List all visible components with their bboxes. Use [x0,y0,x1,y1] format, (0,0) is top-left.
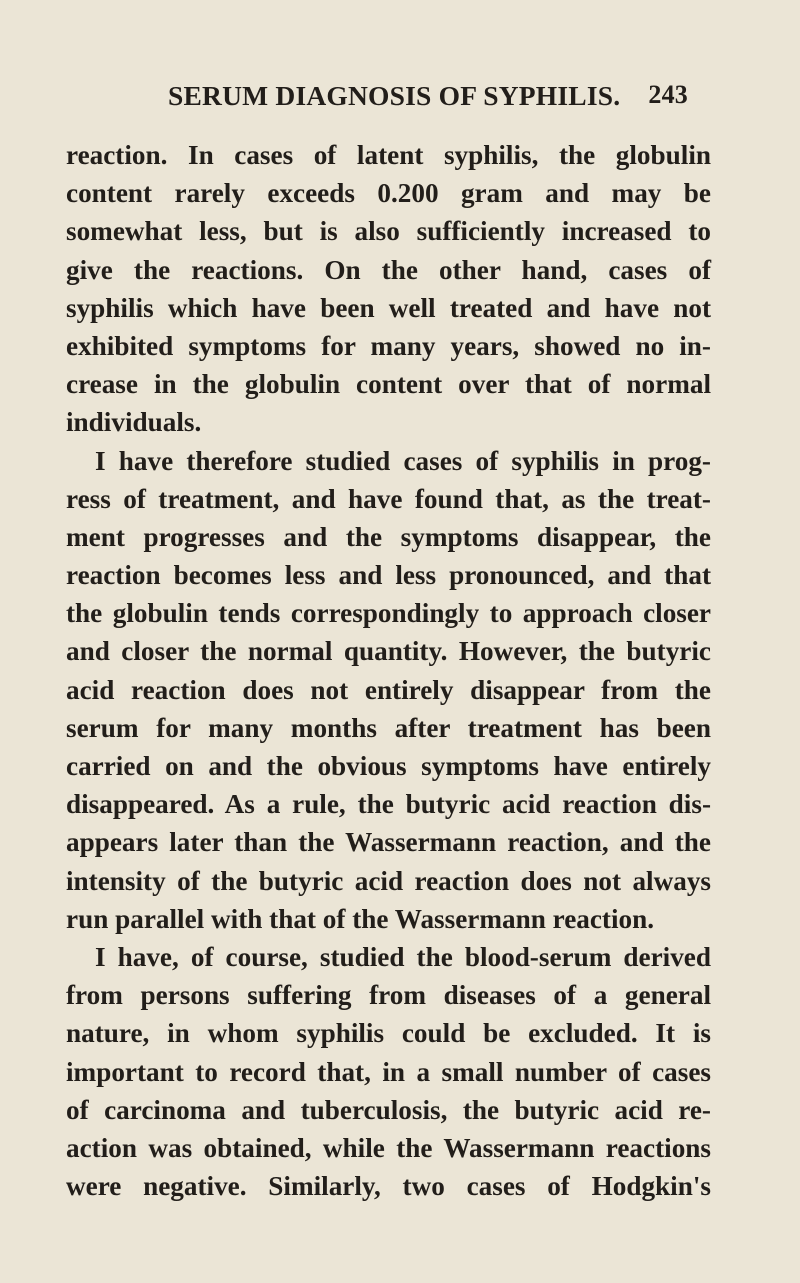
text-line: give the reactions. On the other hand, cases of [66,254,711,285]
text-line: reaction. In cases of latent syphilis, the globulin [66,140,711,170]
text-line: I have, of course, studied the blood-serum derived [95,941,711,972]
text-line: appears later than the Wassermann reaction, and the [66,827,711,858]
text-line: disappeared. As a rule, the butyric acid reaction dis- [66,789,711,820]
running-head [168,80,688,116]
text-line: were negative. Similarly, two cases of Hodgkin's [66,1171,711,1202]
text-line: reaction becomes less and less pronounced, and that [66,560,711,591]
text-line: crease in the globulin content over that of normal [66,369,711,400]
text-line: of carcinoma and tuberculosis, the butyric acid re- [66,1094,711,1125]
page-number: 243 [648,80,688,109]
text-line: intensity of the butyric acid reaction does not always [66,865,711,896]
text-line: somewhat less, but is also sufficiently increased to [66,216,711,247]
body-text [66,136,711,1205]
text-line: the globulin tends correspondingly to approach closer [66,598,711,629]
text-line: important to record that, in a small number of cases [66,1056,711,1087]
text-line: syphilis which have been well treated and have not [66,292,711,323]
text-line: content rarely exceeds 0.200 gram and may be [66,178,711,209]
text-line: ment progresses and the symptoms disappear, the [66,521,711,552]
text-line: exhibited symptoms for many years, showed no in- [66,330,711,361]
text-line: serum for many months after treatment has been [66,712,711,743]
text-line: and closer the normal quantity. However, the butyric [66,636,711,667]
text-line: I have therefore studied cases of syphilis in prog- [95,445,711,476]
text-line: individuals. [66,407,202,438]
text-line: run parallel with that of the Wassermann reaction. [66,903,655,934]
running-title: SERUM DIAGNOSIS OF SYPHILIS. [168,80,621,111]
text-line: from persons suffering from diseases of a general [66,980,711,1011]
text-line: nature, in whom syphilis could be excluded. It is [66,1018,711,1049]
text-line: action was obtained, while the Wassermann reactions [66,1132,711,1163]
text-line: ress of treatment, and have found that, as the treat- [66,483,711,514]
text-line: carried on and the obvious symptoms have entirely [66,751,711,781]
text-line: acid reaction does not entirely disappear from the [66,674,711,705]
